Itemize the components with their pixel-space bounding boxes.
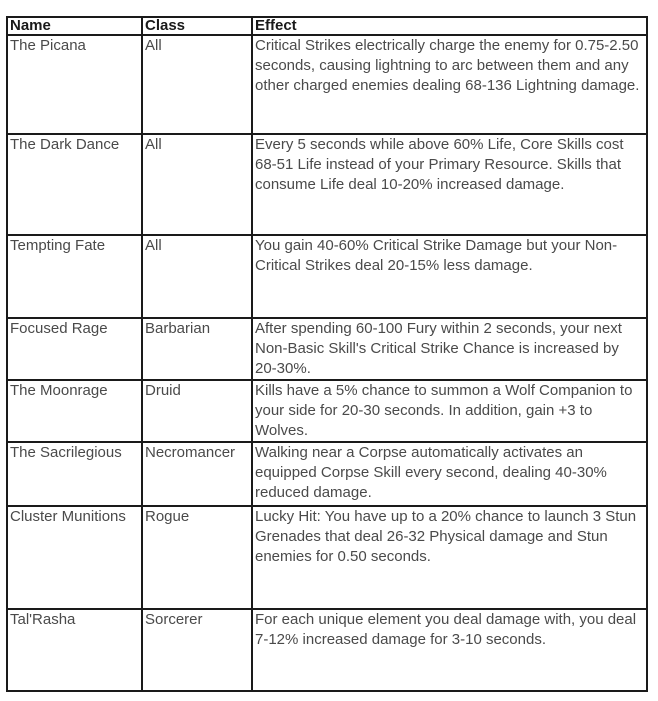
cell-name: Tempting Fate <box>7 235 142 318</box>
cell-class: All <box>142 134 252 235</box>
cell-effect: Walking near a Corpse automatically activates an equipped Corpse Skill every second, dealing 40-30% reduced damage. <box>252 442 647 506</box>
cell-effect: Every 5 seconds while above 60% Life, Core Skills cost 68-51 Life instead of your Primary Resource. Skills that consume Life deal 10-20% increased damage. <box>252 134 647 235</box>
uniques-table <box>6 16 648 692</box>
cell-effect: Critical Strikes electrically charge the enemy for 0.75-2.50 seconds, causing lightning to arc between them and any other charged enemies dealing 68-136 Lightning damage. <box>252 35 647 134</box>
cell-name: Focused Rage <box>7 318 142 380</box>
cell-name: The Sacrilegious <box>7 442 142 506</box>
table-row <box>7 442 647 506</box>
table-row <box>7 380 647 442</box>
cell-class: All <box>142 235 252 318</box>
cell-class: Barbarian <box>142 318 252 380</box>
cell-name: The Picana <box>7 35 142 134</box>
header-name: Name <box>7 17 142 35</box>
table-row <box>7 35 647 134</box>
cell-name: The Dark Dance <box>7 134 142 235</box>
table-row <box>7 235 647 318</box>
cell-class: Sorcerer <box>142 609 252 691</box>
table-row <box>7 609 647 691</box>
header-row <box>7 17 647 35</box>
cell-effect: For each unique element you deal damage with, you deal 7-12% increased damage for 3-10 seconds. <box>252 609 647 691</box>
cell-effect: Lucky Hit: You have up to a 20% chance to launch 3 Stun Grenades that deal 26-32 Physical damage and Stun enemies for 0.50 seconds. <box>252 506 647 609</box>
table-row <box>7 506 647 609</box>
header-effect: Effect <box>252 17 647 35</box>
cell-name: Tal'Rasha <box>7 609 142 691</box>
cell-effect: Kills have a 5% chance to summon a Wolf Companion to your side for 20-30 seconds. In addition, gain +3 to Wolves. <box>252 380 647 442</box>
cell-name: The Moonrage <box>7 380 142 442</box>
cell-class: Rogue <box>142 506 252 609</box>
cell-class: All <box>142 35 252 134</box>
cell-class: Druid <box>142 380 252 442</box>
cell-effect: You gain 40-60% Critical Strike Damage but your Non-Critical Strikes deal 20-15% less damage. <box>252 235 647 318</box>
cell-name: Cluster Munitions <box>7 506 142 609</box>
table-row <box>7 134 647 235</box>
table-row <box>7 318 647 380</box>
cell-effect: After spending 60-100 Fury within 2 seconds, your next Non-Basic Skill's Critical Strike Chance is increased by 20-30%. <box>252 318 647 380</box>
header-class: Class <box>142 17 252 35</box>
cell-class: Necromancer <box>142 442 252 506</box>
